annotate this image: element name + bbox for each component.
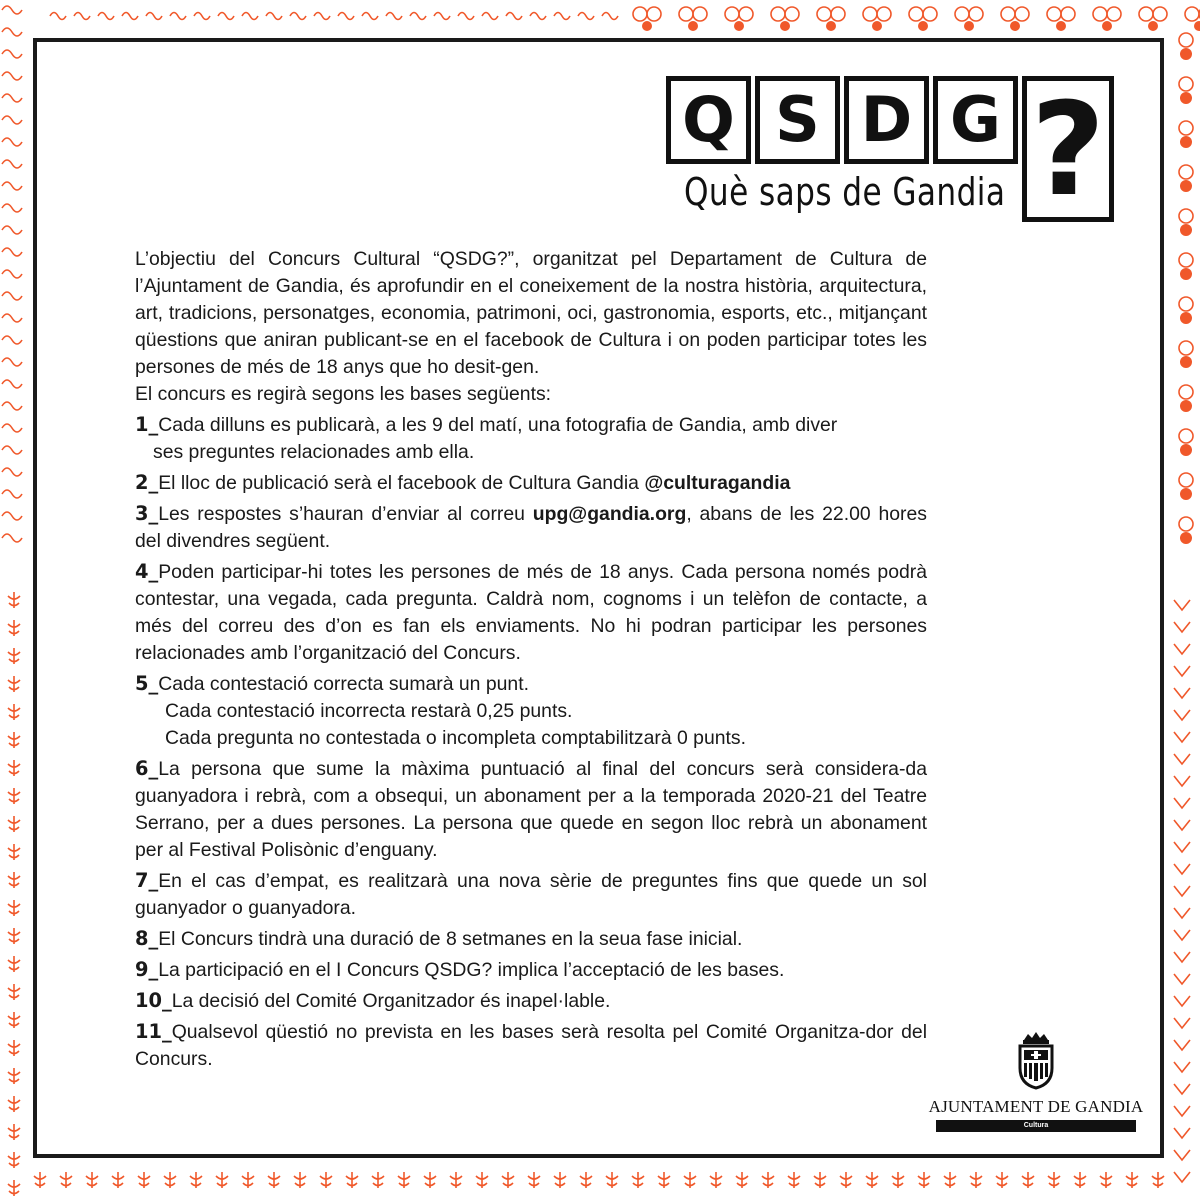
rule-5	[135, 670, 927, 752]
rule-11	[135, 1018, 927, 1073]
contest-rules-text	[135, 246, 927, 1074]
coat-of-arms-icon	[1014, 1030, 1058, 1090]
logo-subtitle: Què saps de Gandia	[684, 170, 1006, 214]
rule-text-end: , abans de les 22.00 hores del divendres següent.	[135, 503, 927, 552]
rule-text: Les respostes s’hauran d’enviar al correu	[158, 503, 533, 525]
rule-1	[135, 411, 927, 466]
rule-8	[135, 925, 927, 953]
rule-6	[135, 755, 927, 864]
rule-text: El lloc de publicació serà el facebook de Cultura Gandia	[158, 472, 645, 494]
rule-text: La participació en el I Concurs QSDG? implica l’acceptació de les bases.	[158, 959, 785, 981]
rule-text-line2: Cada contestació incorrecta restarà 0,25 punts.	[165, 700, 573, 722]
rule-text: Poden participar-hi totes les persones de més de 18 anys. Cada persona només podrà contestar, una vegada, cada pregunta. Caldrà nom, cognoms i un telèfon de contacte, a més del correu des d’on es fan els enviaments. No hi podran participar les persones relacionades amb l’organització del Concurs.	[135, 561, 927, 664]
rule-4	[135, 558, 927, 667]
rule-number: 10_	[135, 989, 172, 1012]
rule-text: Cada dilluns es publicarà, a les 9 del matí, una fotografia de Gandia, amb diver	[158, 414, 838, 436]
rule-text-line3: Cada pregunta no contestada o incompleta comptabilitzarà 0 punts.	[165, 727, 747, 749]
rule-text: La persona que sume la màxima puntuació al final del concurs serà considera-da guanyadora i rebrà, com a obsequi, un abonament per a la temporada 2020-21 del Teatre Serrano, per a dues persones. La persona que quede en segon lloc rebrà un abonament per al Festival Polisònic d’enguany.	[135, 758, 927, 861]
rule-text: En el cas d’empat, es realitzarà una nova sèrie de preguntes fins que quede un sol guanyador o guanyadora.	[135, 870, 927, 919]
rule-number: 8_	[135, 927, 159, 950]
contact-email: upg@gandia.org	[532, 503, 687, 525]
rule-text: Cada contestació correcta sumarà un punt.	[158, 673, 529, 695]
rule-number: 3_	[135, 502, 159, 525]
rule-number: 6_	[135, 757, 159, 780]
rule-text-continuation: ses preguntes relacionades amb ella.	[153, 441, 475, 463]
rule-number: 1_	[135, 413, 159, 436]
rule-number: 11_	[135, 1020, 172, 1043]
institution-name: AJUNTAMENT DE GANDIA	[928, 1097, 1144, 1116]
rule-9	[135, 956, 927, 984]
logo-letter-d: D	[844, 76, 929, 164]
rule-text: La decisió del Comité Organitzador és inapel·lable.	[171, 990, 611, 1012]
rule-number: 7_	[135, 869, 159, 892]
bases-intro: El concurs es regirà segons les bases següents:	[135, 383, 552, 405]
qsdg-logo	[666, 76, 1116, 226]
rule-3	[135, 500, 927, 555]
rule-text: Qualsevol qüestió no prevista en les bases serà resolta pel Comité Organitza-dor del Concurs.	[135, 1021, 927, 1070]
rule-text: El Concurs tindrà una duració de 8 setmanes en la seua fase inicial.	[158, 928, 743, 950]
logo-letter-s: S	[755, 76, 840, 164]
department-label: Cultura	[936, 1120, 1136, 1132]
rule-10	[135, 987, 927, 1015]
rule-number: 5_	[135, 672, 159, 695]
logo-question-mark: ?	[1022, 76, 1114, 222]
rule-2	[135, 469, 927, 497]
ajuntament-logo	[928, 1030, 1144, 1132]
rule-number: 9_	[135, 958, 159, 981]
rule-7	[135, 867, 927, 922]
logo-letter-g: G	[933, 76, 1018, 164]
facebook-handle: @culturagandia	[644, 472, 791, 494]
logo-letter-q: Q	[666, 76, 751, 164]
rule-number: 4_	[135, 560, 159, 583]
rule-number: 2_	[135, 471, 159, 494]
intro-paragraph: L’objectiu del Concurs Cultural “QSDG?”, organitzat pel Departament de Cultura de l’Ajuntament de Gandia, és aprofundir en el coneixement de la nostra història, arquitectura, art, tradicions, personatges, economia, patrimoni, oci, gastronomia, esports, etc., mitjançant qüestions que aniran publicant-se en el facebook de Cultura i on poden participar totes les persones de més de 18 anys que ho desit-gen.	[135, 248, 927, 378]
